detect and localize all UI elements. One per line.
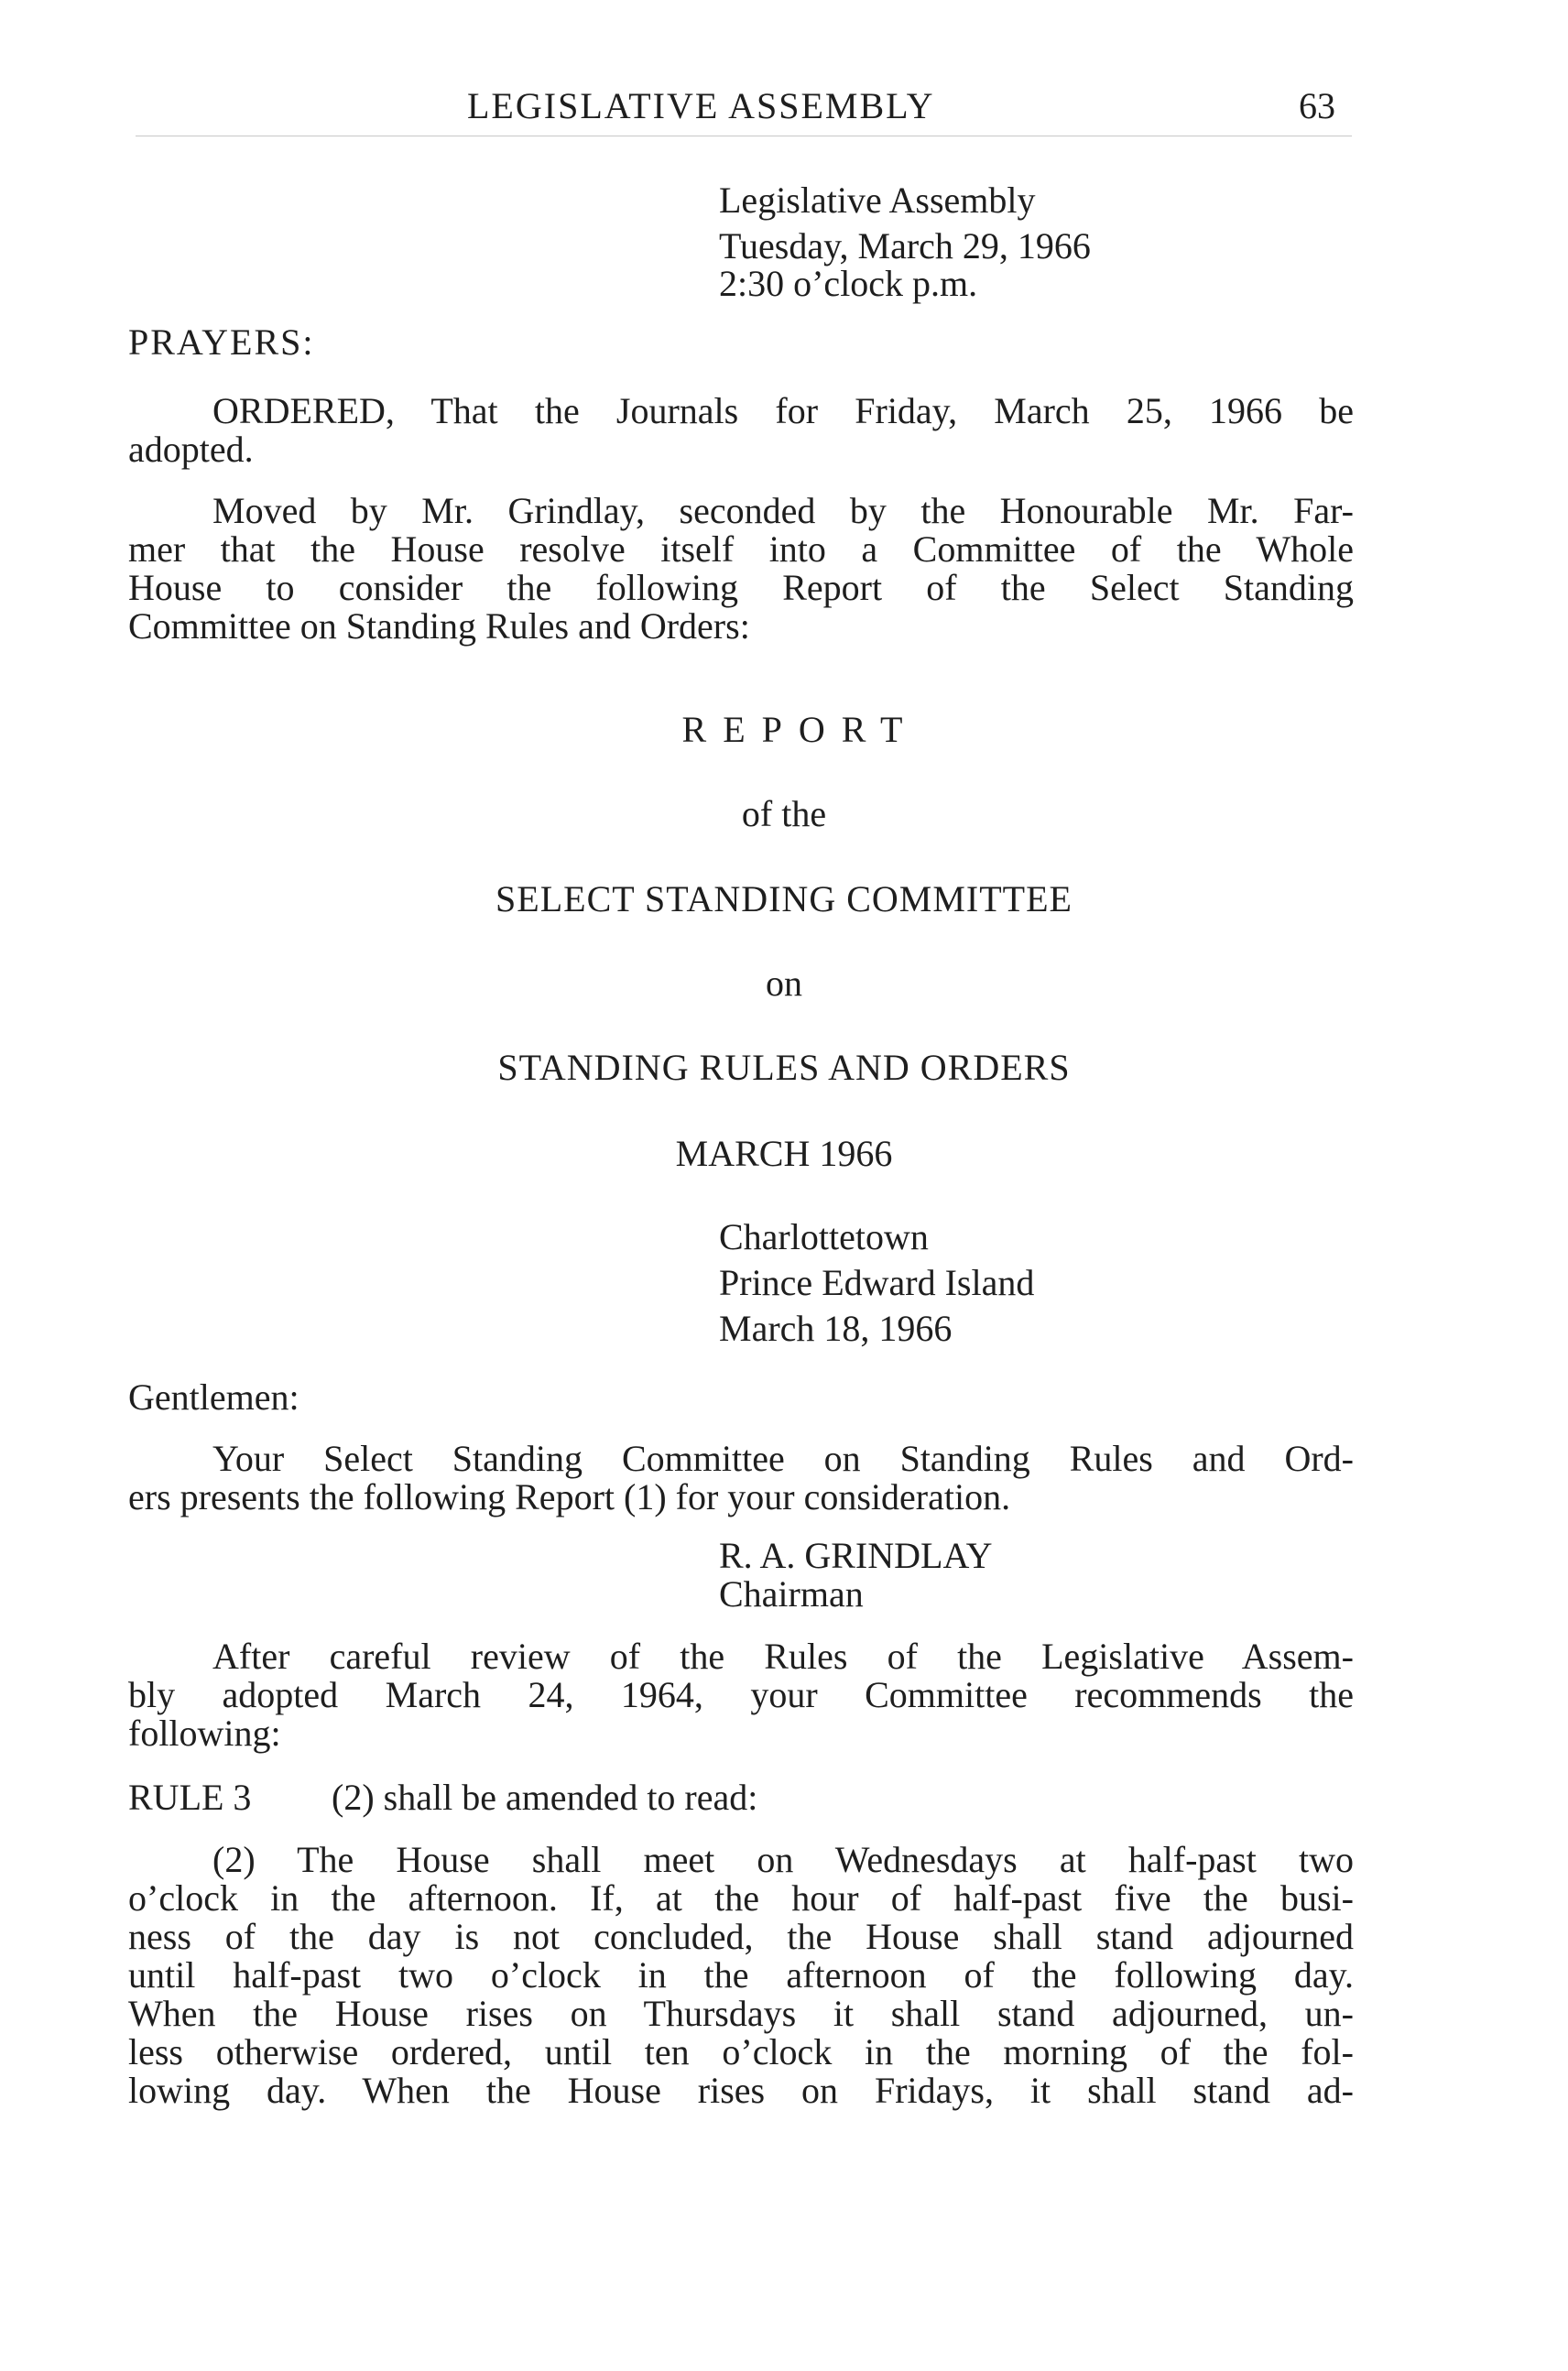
moved-line-2: mer that the House resolve itself into a Committee of the Whole — [128, 528, 1354, 570]
dateline-line-3: 2:30 o’clock p.m. — [719, 263, 978, 304]
signature-title: Chairman — [719, 1573, 864, 1615]
rule-text-line-2: o’clock in the afternoon. If, at the hour of half-past five the busi- — [128, 1877, 1354, 1919]
ordered-line-2: adopted. — [128, 429, 254, 470]
place-line-3: March 18, 1966 — [719, 1308, 953, 1349]
report-of-the: of the — [741, 793, 827, 834]
prayers-heading: PRAYERS: — [128, 321, 315, 363]
report-on: on — [766, 963, 802, 1004]
report-subject: STANDING RULES AND ORDERS — [497, 1047, 1071, 1088]
running-header-title: LEGISLATIVE ASSEMBLY — [467, 85, 935, 126]
rule-text-line-4: until half-past two o’clock in the afternoon of the following day. — [128, 1954, 1354, 1996]
report-date: MARCH 1966 — [675, 1133, 893, 1174]
rule-text-line-5: When the House rises on Thursdays it shall stand adjourned, un- — [128, 1993, 1354, 2034]
presents-line-2: ers presents the following Report (1) for your consideration. — [128, 1476, 1011, 1517]
report-committee-name: SELECT STANDING COMMITTEE — [495, 878, 1073, 919]
rule-text-line-7: lowing day. When the House rises on Fridays, it shall stand ad- — [128, 2070, 1354, 2111]
moved-line-1: Moved by Mr. Grindlay, seconded by the Honourable Mr. Far- — [212, 490, 1354, 531]
dateline-line-1: Legislative Assembly — [719, 179, 1036, 221]
rule-text-line-3: ness of the day is not concluded, the House shall stand adjourned — [128, 1916, 1354, 1957]
rule-text-line-6: less otherwise ordered, until ten o’clock in the morning of the fol- — [128, 2031, 1354, 2072]
moved-line-3: House to consider the following Report of the Select Standing — [128, 567, 1354, 608]
rule-amend-text: (2) shall be amended to read: — [332, 1777, 758, 1818]
ordered-line-1: ORDERED, That the Journals for Friday, March 25, 1966 be — [212, 390, 1354, 431]
presents-line-1: Your Select Standing Committee on Standing Rules and Ord- — [212, 1438, 1354, 1479]
review-line-1: After careful review of the Rules of the Legislative Assem- — [212, 1636, 1354, 1677]
review-line-2: bly adopted March 24, 1964, your Committee recommends the — [128, 1674, 1354, 1715]
rule-text-line-1: (2) The House shall meet on Wednesdays at half-past two — [212, 1839, 1354, 1880]
review-line-3: following: — [128, 1713, 281, 1754]
report-heading: REPORT — [681, 709, 920, 750]
rule-number: RULE 3 — [128, 1777, 252, 1818]
signature-name: R. A. GRINDLAY — [719, 1535, 993, 1576]
dateline-line-2: Tuesday, March 29, 1966 — [719, 225, 1091, 266]
moved-line-4: Committee on Standing Rules and Orders: — [128, 605, 750, 647]
place-line-2: Prince Edward Island — [719, 1262, 1035, 1303]
page-number: 63 — [1299, 85, 1335, 126]
place-line-1: Charlottetown — [719, 1216, 929, 1257]
salutation: Gentlemen: — [128, 1376, 299, 1418]
